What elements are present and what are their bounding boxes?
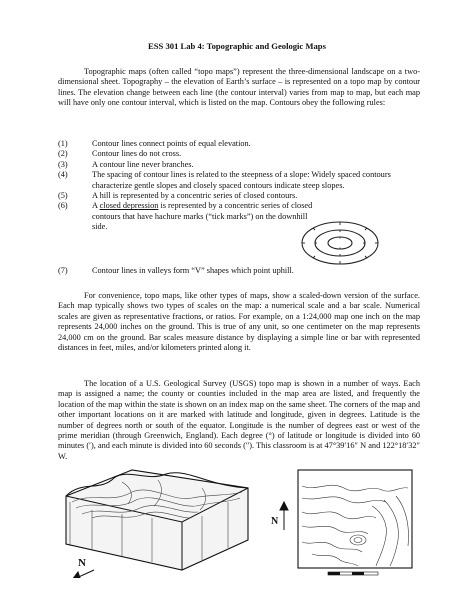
- rule-item: [58, 266, 420, 276]
- rule-number: (7): [58, 266, 68, 275]
- intro-paragraph: Topographic maps (often called “topo maps”) represent the three-dimensional landscape on a two-dimensional sheet. Topography – the elevation of Earth’s surface – is represented on a topo map by contour lines. The elevation change between each line (the contour interval) varies from map to map, but each map will have only one contour interval, which is listed on the map. Contours obey the following rules:: [58, 67, 420, 108]
- north-label-left: N: [78, 557, 86, 569]
- rule-text: Contour lines in valleys form “V” shapes which point uphill.: [92, 266, 294, 275]
- location-paragraph: The location of a U.S. Geological Survey (USGS) topo map is shown in a number of ways. Each map is assigned a name; the county or counties included in the map area are listed, and frequently the location of the map within the state is shown on an index map on the same sheet. The corners of the map and other important locations on it are marked with latitude and longitude, given in degrees. Latitude is the number of degrees north or south of the equator. Longitude is the number of degrees east or west of the prime meridian (through Greenwich, England). Each degree (°) of latitude or longitude is divided into 60 minutes (′), and each minute is divided into 60 seconds (″). This classroom is at 47°39′16″ N and 122°18′32″ W.: [58, 379, 420, 461]
- rule-item: [58, 139, 420, 149]
- rule-number: (1): [58, 139, 68, 148]
- rule-number: (2): [58, 149, 68, 159]
- rule-item: [58, 160, 420, 170]
- rule-number: (6): [58, 201, 68, 211]
- rule-item: [58, 170, 420, 191]
- rule-number: (4): [58, 170, 68, 180]
- page-title: ESS 301 Lab 4: Topographic and Geologic Maps: [148, 41, 326, 51]
- rule-text-post: is represented by a concentric series of closed contours that have hachure marks (“tick marks”) on the downhill side.: [92, 201, 313, 232]
- closed-depression-term: closed depression: [99, 201, 159, 211]
- rule-text: A hill is represented by a concentric series of closed contours.: [92, 191, 298, 201]
- rule-text-pre: A: [92, 201, 100, 211]
- rule-text: Contour lines do not cross.: [92, 149, 182, 159]
- rule-text: Contour lines connect points of equal elevation.: [92, 139, 251, 148]
- terrain-block-diagram: [62, 462, 252, 578]
- north-label-right: N: [271, 516, 279, 527]
- rule-number: (3): [58, 159, 68, 169]
- topographic-map-figure: [268, 466, 418, 580]
- scale-paragraph: For convenience, topo maps, like other types of maps, show a scaled-down version of the surface. Each map typically shows two types of scales on the map: a numerical scale and a bar scale. Numerical scales are given as representative fractions, or ratios. For example, on a 1:24,000 map one inch on the map represents 24,000 inches on the ground. This is true of any unit, so one centimeter on the map represents 24,000 cm on the ground. Bar scales measure distance by displaying a simple line or bar with represented distances in feet, miles, and/or kilometers printed along it.: [58, 291, 420, 353]
- rule-text: The spacing of contour lines is related to the steepness of a slope: Widely spaced contours characterize gentle slopes and closely spaced contours indicate steep slopes.: [92, 170, 391, 190]
- rule-item: [58, 191, 420, 201]
- rule-item: [58, 149, 420, 159]
- contour-rules-list-continued: [58, 266, 420, 276]
- rule-number: (5): [58, 191, 68, 201]
- closed-depression-sketch: [298, 216, 382, 270]
- rule-text: A contour line never branches.: [92, 159, 194, 169]
